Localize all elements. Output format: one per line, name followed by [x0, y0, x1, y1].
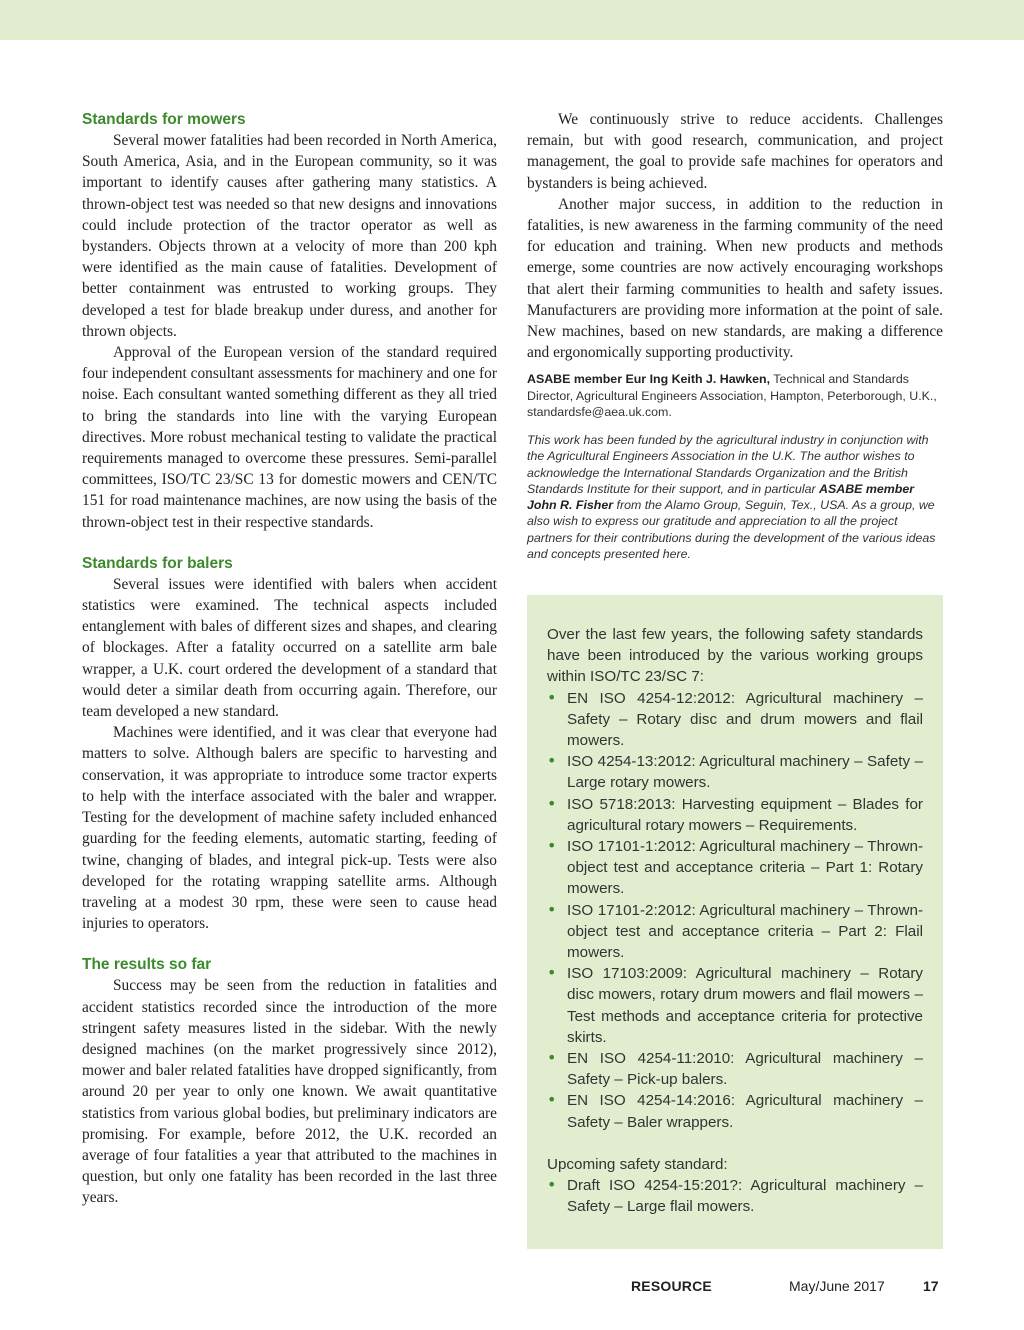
list-item-text: ISO 17103:2009: Agricultural machinery – Rotary disc mowers, rotary drum mowers and flail mowers – Test methods and acceptance criteria for protective skirts.: [567, 965, 923, 1046]
bullet-icon: •: [547, 1090, 557, 1110]
author-name: ASABE member Eur Ing Keith J. Hawken,: [527, 372, 771, 387]
list-item: [547, 688, 923, 752]
paragraph: Approval of the European version of the standard required four independent consultant assessments for machinery and one for noise. Each consultant wanted something different as they all tried to bring the standards into line with the varying European directives. More robust mechanical testing to validate the practical requirements managed to overcome these pressures. Semi-parallel committees, ISO/TC 23/SC 13 for domestic mowers and CEN/TC 151 for road maintenance machines, are now using the basis of the thrown-object test in their respective standards.: [82, 344, 497, 531]
list-item-text: ISO 17101-1:2012: Agricultural machinery – Thrown-object test and acceptance criteria – Part 1: Rotary mowers.: [567, 838, 923, 898]
list-item: [547, 1048, 923, 1090]
section-heading-results: The results so far: [82, 956, 212, 974]
bullet-icon: •: [547, 836, 557, 856]
paragraph: We continuously strive to reduce accidents. Challenges remain, but with good research, communication, and project management, the goal to provide safe machines for operators and bystanders is being achieved.: [527, 111, 943, 192]
credit-text: This work has been funded by the agricultural industry in conjunction with the Agricultural Engineers Association in the U.K. The author wishes to acknowledge the International Standards Organization and the British Standards Institute for their support, and in particular: [527, 432, 929, 496]
section-heading-balers: Standards for balers: [82, 554, 233, 572]
list-item-text: ISO 17101-2:2012: Agricultural machinery – Thrown-object test and acceptance criteria – Part 2: Flail mowers.: [567, 901, 923, 962]
standards-sidebar: [527, 595, 943, 1249]
section-heading-mowers: Standards for mowers: [82, 111, 246, 128]
credit-member-name: ASABE member John R. Fisher: [527, 481, 915, 513]
upcoming-list: [547, 1175, 923, 1217]
list-item: [547, 900, 923, 964]
paragraph: Machines were identified, and it was clear that everyone had matters to solve. Although balers are specific to harvesting and conservation, it was appropriate to introduce some tractor experts to help with the interface associated with the baler and wrapper. Testing for the development of machine safety included enhanced guarding for the feeding elements, automatic starting, feeding of twine, changing of blades, and integral pick-up. Tests were also developed for the rotating wrapping satellite arms. Although traveling at a modest 30 rpm, these were seen to cause head injuries to operators.: [82, 724, 497, 933]
bullet-icon: •: [547, 1175, 557, 1195]
sidebar-intro: Over the last few years, the following safety standards have been introduced by the various working groups within ISO/TC 23/SC 7:: [547, 626, 923, 686]
list-item-text: Draft ISO 4254-15:201?: Agricultural machinery – Safety – Large flail mowers.: [567, 1177, 923, 1216]
issue-date: May/June 2017: [789, 1278, 885, 1294]
paragraph: Several mower fatalities had been recorded in North America, South America, Asia, and in the European community, so it was important to identify causes after gathering many statistics. A thrown-object test was needed so that new designs and innovations could include protection of the tractor operator as well as bystanders. Objects thrown at a velocity of more than 200 kph were identified as the main cause of fatalities. Development of better containment was entrusted to working groups. They developed a test for blade breakup under duress, and another for thrown objects.: [82, 132, 497, 340]
publication-name: RESOURCE: [631, 1278, 712, 1294]
author-details: Technical and Standards Director, Agricultural Engineers Association, Hampton, Peterborough, U.K., standardsfe@aea.uk.com.: [527, 372, 937, 420]
list-item: [547, 963, 923, 1048]
list-item: [547, 751, 923, 793]
list-item: [547, 836, 923, 900]
list-item: [547, 794, 923, 836]
list-item-text: EN ISO 4254-14:2016: Agricultural machinery – Safety – Baler wrappers.: [567, 1092, 923, 1131]
list-item-text: ISO 4254-13:2012: Agricultural machinery – Safety – Large rotary mowers.: [567, 753, 923, 792]
author-byline: [527, 371, 943, 421]
funding-credit: [527, 432, 943, 562]
bullet-icon: •: [547, 751, 557, 771]
bullet-icon: •: [547, 687, 557, 707]
right-column: [527, 109, 943, 562]
bullet-icon: •: [547, 793, 557, 813]
paragraph: Success may be seen from the reduction in fatalities and accident statistics recorded since the introduction of the more stringent safety measures listed in the sidebar. With the newly designed machines (on the market progressively since 2012), mower and baler related fatalities have dropped significantly, from around 20 per year to only one known. We await quantitative statistics from various global bodies, but preliminary indicators are promising. For example, before 2012, the U.K. recorded an average of four fatalities a year that attributed to the machines in question, but only one fatality has been recorded in the last three years.: [82, 977, 497, 1207]
list-item-text: ISO 5718:2013: Harvesting equipment – Blades for agricultural rotary mowers – Requirements.: [567, 795, 923, 834]
list-item: [547, 1175, 923, 1217]
left-column: [82, 109, 497, 1209]
page-footer: [600, 1278, 945, 1298]
upcoming-label: Upcoming safety standard:: [547, 1155, 728, 1173]
list-item: [547, 1090, 923, 1132]
bullet-icon: •: [547, 1048, 557, 1068]
bullet-icon: •: [547, 899, 557, 919]
standards-list: [547, 688, 923, 1133]
page-number: 17: [923, 1278, 939, 1294]
top-color-band: [0, 0, 1024, 40]
paragraph: Another major success, in addition to the reduction in fatalities, is new awareness in the farming community of the need for education and training. When new products and methods emerge, some countries are now actively encouraging workshops that alert their farming communities to health and safety issues. Manufacturers are providing more information at the point of sale. New machines, based on new standards, are making a difference and ergonomically supporting productivity.: [527, 195, 943, 362]
paragraph: Several issues were identified with balers when accident statistics were examined. The technical aspects included entanglement with bales of different sizes and shapes, and clearing of blockages. After a fatality occurred on a satellite arm bale wrapper, a U.K. court ordered the development of a standard that would deter a similar death from occurring again. Therefore, our team developed a new standard.: [82, 575, 497, 721]
bullet-icon: •: [547, 963, 557, 983]
list-item-text: EN ISO 4254-11:2010: Agricultural machinery – Safety – Pick-up balers.: [567, 1050, 923, 1089]
credit-text: from the Alamo Group, Seguin, Tex., USA. As a group, we also wish to express our gratitude and appreciation to all the project partners for their contributions during the development of the various ideas and concepts presented here.: [527, 498, 936, 562]
list-item-text: EN ISO 4254-12:2012: Agricultural machinery – Safety – Rotary disc and drum mowers and flail mowers.: [567, 689, 923, 750]
